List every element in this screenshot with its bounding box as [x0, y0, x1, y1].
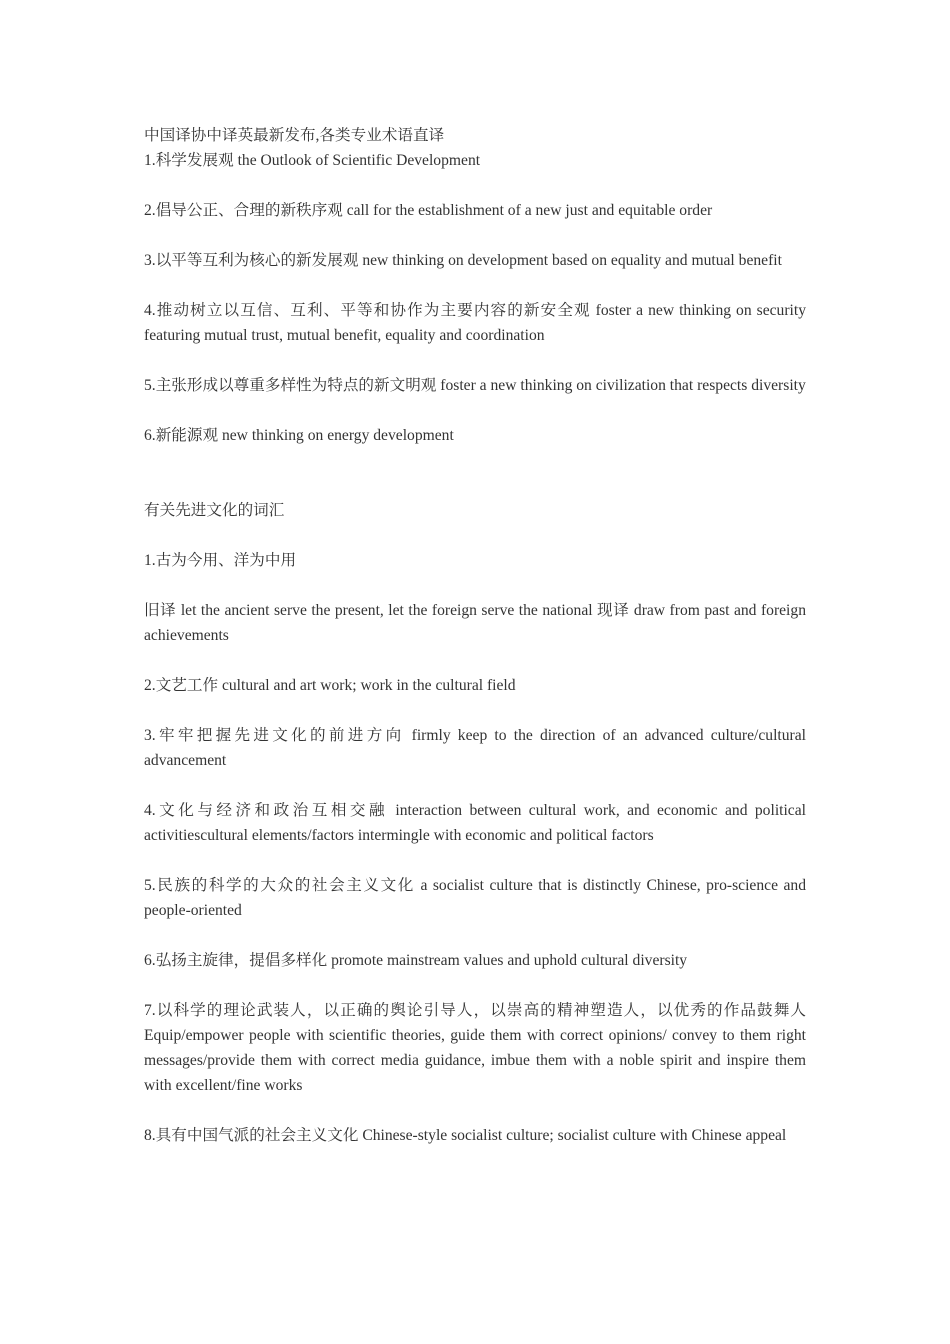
culture-term-2: 2.文艺工作 cultural and art work; work in the cultural field	[144, 677, 516, 694]
culture-term-1: 1.古为今用、洋为中用	[144, 552, 297, 569]
term-3: 3.以平等互利为核心的新发展观 new thinking on development based on equality and mutual benefit	[144, 252, 782, 269]
term-2: 2.倡导公正、合理的新秩序观 call for the establishment of a new just and equitable order	[144, 202, 713, 219]
document-page	[144, 123, 806, 1173]
term-4: 4.推动树立以互信、互利、平等和协作为主要内容的新安全观 foster a new thinking on security featuring mutual trust, mutual benefit, equality and coordination	[144, 302, 806, 344]
culture-term-3: 3.牢牢把握先进文化的前进方向 firmly keep to the direction of an advanced culture/cultural advancement	[144, 727, 806, 769]
culture-term-8: 8.具有中国气派的社会主义文化 Chinese-style socialist culture; socialist culture with Chinese appeal	[144, 1127, 787, 1144]
culture-term-6: 6.弘扬主旋律，提倡多样化 promote mainstream values and uphold cultural diversity	[144, 952, 688, 969]
term-1: 1.科学发展观 the Outlook of Scientific Development	[144, 152, 481, 169]
culture-term-1-translation: 旧译 let the ancient serve the present, let the foreign serve the national 现译 draw from past and foreign achievements	[144, 602, 806, 644]
term-6: 6.新能源观 new thinking on energy development	[144, 427, 454, 444]
section-heading: 有关先进文化的词汇	[144, 502, 285, 519]
culture-term-5: 5.民族的科学的大众的社会主义文化 a socialist culture that is distinctly Chinese, pro-science and people-oriented	[144, 877, 806, 919]
term-5: 5.主张形成以尊重多样性为特点的新文明观 foster a new thinking on civilization that respects diversity	[144, 377, 806, 394]
culture-term-4: 4.文化与经济和政治互相交融 interaction between cultural work, and economic and political activitiescultural elements/factors intermingle with economic and political factors	[144, 802, 806, 844]
culture-term-7: 7.以科学的理论武装人，以正确的舆论引导人，以崇高的精神塑造人，以优秀的作品鼓舞人 Equip/empower people with scientific theories, guide them with correct opinions/ convey to them right messages/provide them with correct media guidance, imbue them with a noble spirit and inspire them with excellent/fine works	[144, 1002, 806, 1094]
section-gap	[144, 473, 806, 498]
document-title: 中国译协中译英最新发布,各类专业术语直译	[144, 127, 445, 144]
